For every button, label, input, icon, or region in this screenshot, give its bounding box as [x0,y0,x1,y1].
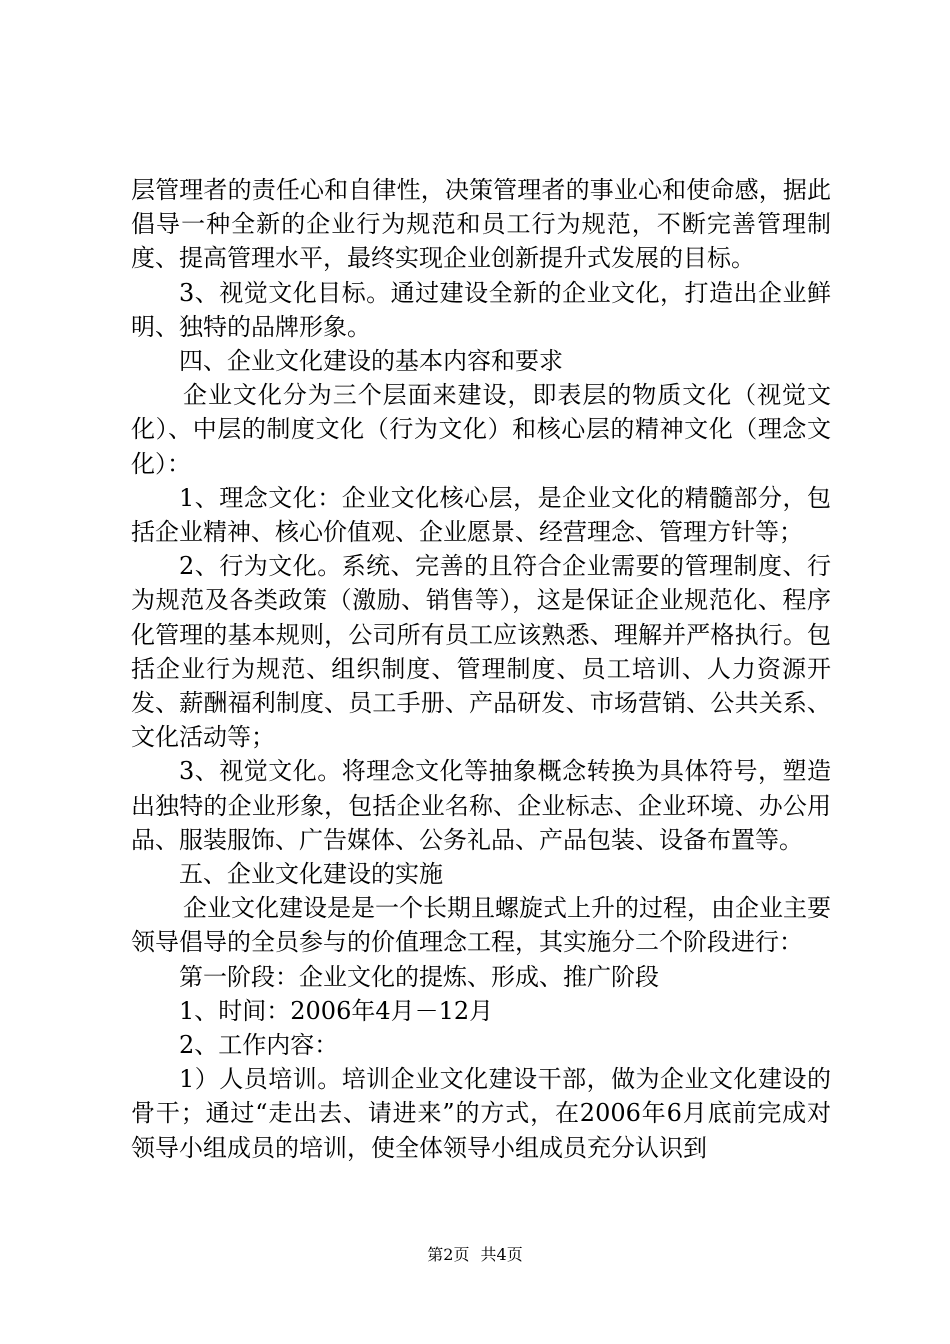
paragraph-visual-goal: 3、视觉文化目标。通过建设全新的企业文化，打造出企业鲜明、独特的品牌形象。 [131,278,831,341]
page-total: 共4页 [480,1245,523,1264]
section-heading-5: 五、企业文化建设的实施 [179,860,443,889]
paragraph-behavior-culture: 2、行为文化。系统、完善的且符合企业需要的管理制度、行为规范及各类政策（激励、销售等），这是保证企业规范化、程序化管理的基本规则，公司所有员工应该熟悉、理解并严格执行。包括企业行为规范、组织制度、管理制度、员工培训、人力资源开发、薪酬福利制度、员工手册、产品研发、市场营销、公共关系、文化活动等； [131,552,831,752]
page-footer [0,1242,950,1265]
page-number: 第2页 [427,1245,470,1264]
paragraph-implementation: 企业文化建设是是一个长期且螺旋式上升的过程，由企业主要领导倡导的全员参与的价值理念工程，其实施分二个阶段进行： [131,894,831,957]
paragraph-work-content: 2、工作内容： [179,1031,339,1060]
paragraph-time: 1、时间：2006年4月－12月 [179,996,494,1025]
paragraph-visual-culture: 3、视觉文化。将理念文化等抽象概念转换为具体符号，塑造出独特的企业形象，包括企业名称、企业标志、企业环境、办公用品、服装服饰、广告媒体、公务礼品、产品包装、设备布置等。 [131,757,831,854]
paragraph-concept-culture: 1、理念文化：企业文化核心层，是企业文化的精髓部分，包括企业精神、核心价值观、企业愿景、经营理念、管理方针等； [131,483,831,547]
paragraph-three-layers: 企业文化分为三个层面来建设，即表层的物质文化（视觉文化）、中层的制度文化（行为文化）和核心层的精神文化（理念文化）： [131,381,831,478]
document-body [131,173,831,1165]
paragraph-training: 1）人员培训。培训企业文化建设干部，做为企业文化建设的骨干；通过“走出去、请进来”的方式，在2006年6月底前完成对领导小组成员的培训，使全体领导小组成员充分认识到 [131,1065,831,1162]
paragraph-continuation: 层管理者的责任心和自律性，决策管理者的事业心和使命感，据此倡导一种全新的企业行为规范和员工行为规范，不断完善管理制度、提高管理水平，最终实现企业创新提升式发展的目标。 [131,176,831,273]
section-heading-4: 四、企业文化建设的基本内容和要求 [179,347,563,376]
phase-one-heading: 第一阶段：企业文化的提炼、形成、推广阶段 [179,962,659,991]
